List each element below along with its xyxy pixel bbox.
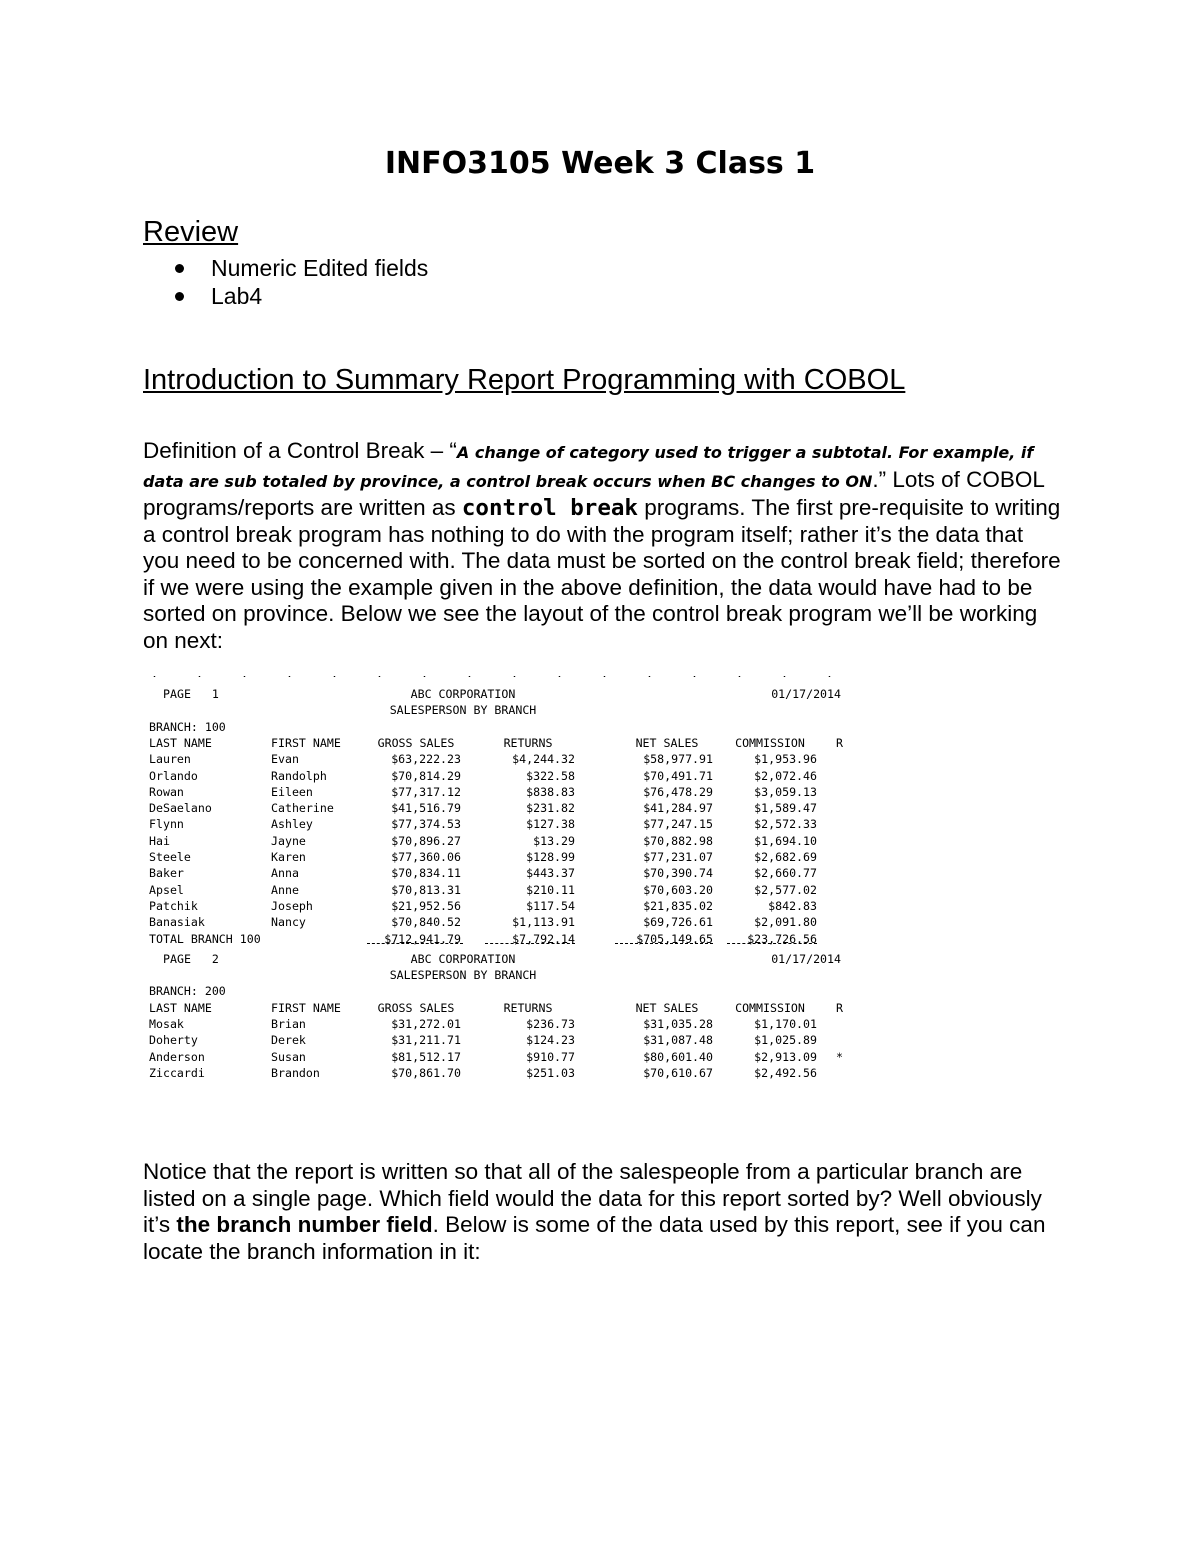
report-cell: $910.77 xyxy=(526,1049,575,1064)
report-cell: $127.38 xyxy=(526,817,575,832)
report-cell: $77,360.06 xyxy=(391,850,461,864)
report-page-label: PAGE 2 xyxy=(163,951,219,966)
paragraph-notice: Notice that the report is written so that all of the salespeople from a particular branch are listed on a single page. Which field would the data for this report sorted by? Well obviously it’s the branch number field. Below is some of the data used by this report, see if you can locate the branch information in it: xyxy=(143,1159,1046,1264)
report-cell: $2,577.02 xyxy=(754,882,817,897)
ruler-tick: · xyxy=(691,676,698,683)
report-cell: Ashley xyxy=(271,817,313,832)
report-cell: $4,244.32 xyxy=(512,752,575,767)
report-cell: $1,694.10 xyxy=(754,833,817,848)
report-cell: Hai xyxy=(149,833,170,848)
report-cell: $70,840.52 xyxy=(391,915,461,930)
bullet-icon xyxy=(175,264,184,273)
report-page-header xyxy=(143,951,855,967)
bullet-icon xyxy=(175,292,184,301)
report-branch-line xyxy=(143,719,855,735)
report-cell: $69,726.61 xyxy=(643,915,713,930)
ruler-tick: · xyxy=(286,676,293,683)
report-cell: Doherty xyxy=(149,1033,198,1048)
report-cell: Jayne xyxy=(271,833,306,848)
report-cell: $76,478.29 xyxy=(643,784,713,799)
table-row xyxy=(143,865,855,881)
report-cell: $838.83 xyxy=(526,784,575,799)
report-cell: $2,682.69 xyxy=(754,850,817,864)
ruler-tick: · xyxy=(646,676,653,683)
report-branch: BRANCH: 200 xyxy=(149,984,226,999)
report-cell: $31,087.48 xyxy=(643,1033,713,1048)
table-row xyxy=(143,1016,855,1032)
report-total-underline xyxy=(615,943,713,944)
report-column-header: LAST NAME xyxy=(149,735,212,750)
review-list xyxy=(173,254,428,310)
report-cell: * xyxy=(836,1049,843,1064)
report-cell: Baker xyxy=(149,866,184,881)
definition-quote: A change of category used to trigger a subtotal. For example, if data are sub totaled by province, a control break occurs when BC changes to ON xyxy=(143,443,1034,491)
report-total-value: $7,792.14 xyxy=(512,931,575,946)
report-subtitle-line xyxy=(143,967,855,983)
report-cell: Apsel xyxy=(149,882,184,897)
report-cell: Banasiak xyxy=(149,915,205,930)
report-cell: $77,317.12 xyxy=(391,784,461,799)
page-title: INFO3105 Week 3 Class 1 xyxy=(384,146,816,181)
table-row xyxy=(143,914,855,930)
report-cell: $231.82 xyxy=(526,801,575,816)
report-cell: Rowan xyxy=(149,784,184,799)
report-cell: $41,516.79 xyxy=(391,801,461,816)
report-cell: $70,491.71 xyxy=(643,768,713,783)
report-cell: $70,390.74 xyxy=(643,866,713,881)
report-ruler xyxy=(143,676,855,684)
bold-term: the branch number field xyxy=(176,1212,433,1237)
table-row xyxy=(143,1032,855,1048)
report-cell: $58,977.91 xyxy=(643,752,713,767)
table-row xyxy=(143,1065,855,1081)
report-cell: Orlando xyxy=(149,768,198,783)
report-cell: $70,834.11 xyxy=(391,866,461,881)
report-total-value: $712,941.79 xyxy=(384,931,461,946)
report-cell: $236.73 xyxy=(526,1017,575,1031)
report-page-header xyxy=(143,686,855,702)
report-column-header: RETURNS xyxy=(503,735,553,750)
report-cell: Joseph xyxy=(271,898,313,913)
report-cell: $128.99 xyxy=(526,850,575,864)
report-subtitle: SALESPERSON BY BRANCH xyxy=(389,968,537,983)
report-cell: $21,952.56 xyxy=(391,898,461,913)
ruler-tick: · xyxy=(781,676,788,683)
report-cell: $63,222.23 xyxy=(391,752,461,767)
report-cell: $70,861.70 xyxy=(391,1065,461,1080)
report-cell: $70,814.29 xyxy=(391,768,461,783)
report-column-header: NET SALES xyxy=(635,1000,699,1015)
paragraph-definition: Definition of a Control Break – “A change of category used to trigger a subtotal. For example, if data are sub totaled by province, a control break occurs when BC changes to ON.” Lots of COBOL programs/reports are written as control break programs. The first pre-requisite to writing a control break program has nothing to do with the program itself; rather it’s the data that you need to be concerned with. The data must be sorted on the control break field; therefore if we were using the example given in the above definition, the data would have had to be sorted on province. Below we see the layout of the control break program we’ll be working on next: xyxy=(143,438,1061,653)
report-column-headers xyxy=(143,1000,855,1016)
report-cell: $2,913.09 xyxy=(754,1049,817,1064)
ruler-tick: · xyxy=(196,676,203,683)
report-cell: $70,896.27 xyxy=(391,833,461,848)
report-date: 01/17/2014 xyxy=(771,951,841,966)
report-cell: $31,272.01 xyxy=(391,1017,461,1031)
report-cell: $1,170.01 xyxy=(754,1017,817,1031)
report-cell: Flynn xyxy=(149,817,184,832)
report-cell: $322.58 xyxy=(526,768,575,783)
report-cell: DeSaelano xyxy=(149,801,212,816)
report-total-value: $705,149.65 xyxy=(636,931,713,946)
report-cell: $2,072.46 xyxy=(754,768,817,783)
table-row xyxy=(143,898,855,914)
report-total-underline xyxy=(727,943,817,944)
report-column-header: R xyxy=(836,735,843,750)
report-cell: Evan xyxy=(271,752,299,767)
report-cell: Eileen xyxy=(271,784,313,799)
report-cell: $70,603.20 xyxy=(643,882,713,897)
report-company: ABC CORPORATION xyxy=(410,687,516,701)
report-cell: $21,835.02 xyxy=(643,898,713,913)
ruler-tick: · xyxy=(736,676,743,683)
report-column-header: COMMISSION xyxy=(735,735,805,750)
report-cell: Lauren xyxy=(149,752,191,767)
report-cell: $1,025.89 xyxy=(754,1033,817,1048)
report-cell: Brian xyxy=(271,1017,306,1031)
report-branch-line xyxy=(143,983,855,999)
report-cell: $842.83 xyxy=(768,898,817,913)
report-cell: $13.29 xyxy=(533,833,575,848)
report-cell: $2,492.56 xyxy=(754,1065,817,1080)
report-column-header: R xyxy=(836,1000,843,1015)
report-cell: $77,374.53 xyxy=(391,817,461,832)
table-row xyxy=(143,800,855,816)
report-total-label: TOTAL BRANCH 100 xyxy=(149,931,261,946)
report-column-header: LAST NAME xyxy=(149,1000,212,1015)
report-cell: $117.54 xyxy=(526,898,575,913)
report-column-headers xyxy=(143,735,855,751)
report-column-header: FIRST NAME xyxy=(271,1000,341,1015)
report-subtitle: SALESPERSON BY BRANCH xyxy=(389,703,537,718)
report-cell: $1,953.96 xyxy=(754,752,817,767)
report-total-row xyxy=(143,931,855,947)
report-cell: $70,610.67 xyxy=(643,1065,713,1080)
report-cell: Steele xyxy=(149,850,191,864)
report-cell: $31,211.71 xyxy=(391,1033,461,1048)
table-row xyxy=(143,768,855,784)
report-branch: BRANCH: 100 xyxy=(149,719,226,734)
report-cell: $41,284.97 xyxy=(643,801,713,816)
table-row xyxy=(143,751,855,767)
report-cell: Catherine xyxy=(271,801,334,816)
report-cell: Anna xyxy=(271,866,299,881)
report-column-header: GROSS SALES xyxy=(377,735,455,750)
report-cell: Brandon xyxy=(271,1065,320,1080)
ruler-tick: · xyxy=(601,676,608,683)
report-cell: Mosak xyxy=(149,1017,184,1031)
report-cell: Anderson xyxy=(149,1049,205,1064)
report-cell: $70,813.31 xyxy=(391,882,461,897)
report-cell: Patchik xyxy=(149,898,198,913)
report-cell: $3,059.13 xyxy=(754,784,817,799)
ruler-tick: · xyxy=(151,676,158,683)
table-row xyxy=(143,784,855,800)
ruler-tick: · xyxy=(331,676,338,683)
report-total-underline xyxy=(485,943,575,944)
report-cell: Derek xyxy=(271,1033,306,1048)
report-column-header: COMMISSION xyxy=(735,1000,805,1015)
list-item: Lab4 xyxy=(173,282,428,310)
section-heading: Introduction to Summary Report Programming with COBOL xyxy=(143,364,906,396)
ruler-tick: · xyxy=(241,676,248,683)
report-subtitle-line xyxy=(143,702,855,718)
report-total-value: $23,726.56 xyxy=(747,931,817,946)
ruler-tick: · xyxy=(556,676,563,683)
report-cell: $70,882.98 xyxy=(643,833,713,848)
report-column-header: RETURNS xyxy=(503,1000,553,1015)
report-column-header: FIRST NAME xyxy=(271,735,341,750)
report-cell: Nancy xyxy=(271,915,306,930)
table-row xyxy=(143,882,855,898)
report-date: 01/17/2014 xyxy=(771,687,841,701)
table-row xyxy=(143,1049,855,1065)
report-cell: Ziccardi xyxy=(149,1065,205,1080)
report-cell: $81,512.17 xyxy=(391,1049,461,1064)
report-cell: Randolph xyxy=(271,768,327,783)
report-cell: Karen xyxy=(271,850,306,864)
report-cell: $124.23 xyxy=(526,1033,575,1048)
report-column-header: GROSS SALES xyxy=(377,1000,455,1015)
report-cell: $77,231.07 xyxy=(643,850,713,864)
report-column-header: NET SALES xyxy=(635,735,699,750)
bold-term: control break xyxy=(461,495,638,521)
report-cell: $31,035.28 xyxy=(643,1017,713,1031)
ruler-tick: · xyxy=(466,676,473,683)
report-total-underline xyxy=(367,943,463,944)
report-cell: $77,247.15 xyxy=(643,817,713,832)
table-row xyxy=(143,816,855,832)
ruler-tick: · xyxy=(421,676,428,683)
table-row xyxy=(143,849,855,865)
ruler-tick: · xyxy=(511,676,518,683)
report-cell: $1,113.91 xyxy=(512,915,575,930)
report-cell: $443.37 xyxy=(526,866,575,881)
report-cell: Susan xyxy=(271,1049,306,1064)
report-cell: $1,589.47 xyxy=(754,801,817,816)
report-cell: $210.11 xyxy=(526,882,575,897)
ruler-tick: · xyxy=(376,676,383,683)
report-cell: $2,660.77 xyxy=(754,866,817,881)
report-page-label: PAGE 1 xyxy=(163,687,219,701)
report-company: ABC CORPORATION xyxy=(410,951,516,966)
ruler-tick: · xyxy=(826,676,833,683)
report-cell: $2,572.33 xyxy=(754,817,817,832)
report-cell: $2,091.80 xyxy=(754,915,817,930)
report-screenshot xyxy=(143,676,855,1100)
report-cell: $80,601.40 xyxy=(643,1049,713,1064)
report-cell: $251.03 xyxy=(526,1065,575,1080)
table-row xyxy=(143,833,855,849)
report-cell: Anne xyxy=(271,882,299,897)
list-item: Numeric Edited fields xyxy=(173,254,428,282)
review-heading: Review xyxy=(143,216,239,248)
